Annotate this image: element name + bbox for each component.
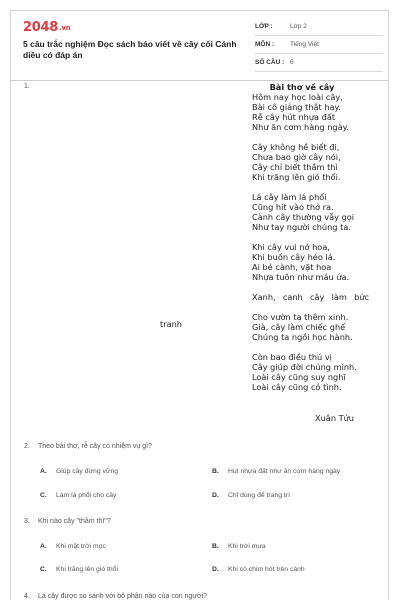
poem-line: Khi trăng lên gió thổi. (252, 172, 341, 182)
poem-title: Bài thơ về cây (269, 82, 335, 92)
header (11, 11, 388, 73)
poem-line: Loài cây cũng suy nghĩ (252, 372, 346, 382)
poem-line-gap (252, 302, 382, 312)
poem-line: Cây giúp đời chúng mình. (252, 362, 357, 372)
q3-option-c[interactable]: C. Khi trăng lên gió thổi (40, 566, 118, 573)
question-3-number: 3. (24, 518, 30, 525)
worksheet (10, 10, 389, 600)
poem-line: Chưa bao giờ cây nói, (252, 152, 341, 162)
poem-author: Xuân Tửu (315, 413, 354, 423)
q3-option-a[interactable]: A. Khi mặt trời mọc (40, 543, 106, 550)
poem-stanza (252, 242, 382, 282)
poem-line: Khi buồn cây héo lá. (252, 252, 336, 262)
q2-option-a[interactable]: A. Giúp cây đứng vững (40, 468, 118, 475)
question-1-number: 1. (24, 83, 30, 90)
poem-line: Lá cây làm lá phổi (252, 192, 327, 202)
poem-line: Còn bao điều thú vị (252, 352, 332, 362)
poem-line: Loài cây cũng có tình. (252, 382, 342, 392)
poem-wrapped-word: tranh (160, 319, 182, 329)
question-4-number: 4. (24, 593, 30, 600)
poem-stanza (252, 292, 382, 342)
poem-line: Cành cây thường vẫy gọi (252, 212, 355, 222)
poem-line: Hôm nay học loài cây, (252, 92, 343, 102)
poem-line: Chúng ta ngồi học hành. (252, 332, 353, 342)
poem-line: Rễ cây hút nhựa đất (252, 112, 336, 122)
meta-info (255, 18, 383, 72)
q2-option-c[interactable]: C. Làm lá phổi cho cây (40, 492, 117, 499)
question-2-text: Theo bài thơ, rễ cây có nhiệm vụ gì? (38, 443, 152, 450)
meta-subject: MÔN : Tiếng Việt (255, 36, 383, 54)
site-logo[interactable]: 2048.vn (23, 20, 71, 35)
poem-stanza (252, 192, 382, 232)
poem-line: Cho vườn ta thêm xinh. (252, 312, 349, 322)
poem-line: Cây chỉ biết thầm thì (252, 162, 338, 172)
q3-option-d[interactable]: D. Khi có chim hót trên cành (212, 566, 305, 573)
meta-question-count: SỐ CÂU : 6 (255, 54, 383, 72)
meta-grade: LỚP : Lớp 2 (255, 18, 383, 36)
poem-line-justified: Xanh, canh cây làm bức (252, 292, 369, 302)
page-title: 5 câu trắc nghiệm Đọc sách báo viết về cây cối Cánh diều có đáp án (23, 39, 237, 60)
poem-line: Như ăn cơm hàng ngày. (252, 122, 349, 132)
question-2-number: 2. (24, 443, 30, 450)
poem-line: Cũng hít vào thở ra. (252, 202, 334, 212)
poem-stanza (252, 92, 382, 132)
q3-option-b[interactable]: B. Khi trời mưa (212, 543, 266, 550)
divider (11, 80, 388, 81)
q2-option-b[interactable]: B. Hút nhựa đất như ăn cơm hàng ngày (212, 468, 341, 475)
poem-line: Bài cô giảng thật hay. (252, 102, 341, 112)
question-3-text: Khi nào cây "thầm thì"? (38, 518, 111, 525)
poem-stanza (252, 352, 382, 392)
poem-stanza (252, 142, 382, 182)
poem-line: Như tay người chúng ta. (252, 222, 351, 232)
poem-line: Già, cây làm chiếc ghế (252, 322, 346, 332)
poem-line: Khi cây vui nở hoa, (252, 242, 330, 252)
poem-line: Ai bẻ cành, vặt hoa (252, 262, 332, 272)
poem-line: Nhựa tuôn như máu ứa. (252, 272, 350, 282)
poem-line: Cây không hề biết đi, (252, 142, 340, 152)
question-4-text: Lá cây được so sánh với bộ phận nào của con người? (38, 593, 208, 600)
q2-option-d[interactable]: D. Chỉ dùng để trang trí (212, 492, 290, 499)
poem (252, 82, 382, 402)
